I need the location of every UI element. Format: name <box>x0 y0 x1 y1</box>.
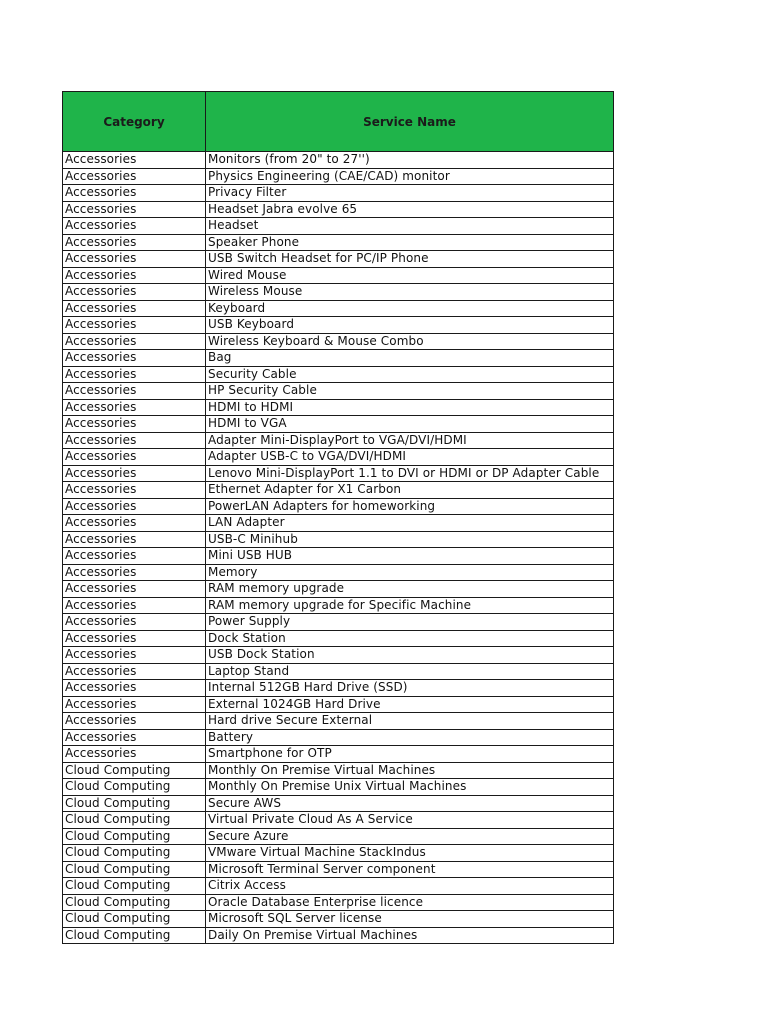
table-row <box>63 515 614 532</box>
table-row <box>63 812 614 829</box>
service-name-cell: Virtual Private Cloud As A Service <box>206 812 614 829</box>
service-name-cell: Speaker Phone <box>206 234 614 251</box>
table-row <box>63 300 614 317</box>
table-row <box>63 465 614 482</box>
service-name-cell: Physics Engineering (CAE/CAD) monitor <box>206 168 614 185</box>
table-row <box>63 168 614 185</box>
service-name-cell: RAM memory upgrade <box>206 581 614 598</box>
table-row <box>63 878 614 895</box>
service-name-cell: HP Security Cable <box>206 383 614 400</box>
category-cell: Accessories <box>63 218 206 235</box>
service-name-cell: Oracle Database Enterprise licence <box>206 894 614 911</box>
category-cell: Cloud Computing <box>63 845 206 862</box>
service-name-cell: Bag <box>206 350 614 367</box>
service-name-cell: HDMI to VGA <box>206 416 614 433</box>
category-cell: Accessories <box>63 564 206 581</box>
category-cell: Cloud Computing <box>63 861 206 878</box>
service-name-cell: Wireless Mouse <box>206 284 614 301</box>
table-row <box>63 152 614 169</box>
table-row <box>63 333 614 350</box>
table-row <box>63 201 614 218</box>
category-cell: Cloud Computing <box>63 779 206 796</box>
service-name-cell: Power Supply <box>206 614 614 631</box>
category-cell: Accessories <box>63 680 206 697</box>
category-cell: Accessories <box>63 465 206 482</box>
table-row <box>63 927 614 944</box>
table-row <box>63 779 614 796</box>
table-row <box>63 482 614 499</box>
table-row <box>63 548 614 565</box>
category-cell: Accessories <box>63 300 206 317</box>
table-row <box>63 383 614 400</box>
category-cell: Accessories <box>63 251 206 268</box>
service-name-cell: Security Cable <box>206 366 614 383</box>
category-cell: Accessories <box>63 201 206 218</box>
service-name-cell: Headset Jabra evolve 65 <box>206 201 614 218</box>
category-cell: Cloud Computing <box>63 894 206 911</box>
table-row <box>63 861 614 878</box>
service-name-cell: Monitors (from 20" to 27'') <box>206 152 614 169</box>
service-name-cell: USB-C Minihub <box>206 531 614 548</box>
table-row <box>63 795 614 812</box>
category-cell: Accessories <box>63 399 206 416</box>
service-name-cell: Privacy Filter <box>206 185 614 202</box>
category-cell: Accessories <box>63 746 206 763</box>
service-name-cell: Keyboard <box>206 300 614 317</box>
category-cell: Accessories <box>63 729 206 746</box>
service-name-cell: USB Dock Station <box>206 647 614 664</box>
category-cell: Accessories <box>63 663 206 680</box>
service-catalog-table <box>62 91 614 944</box>
table-row <box>63 251 614 268</box>
category-cell: Accessories <box>63 284 206 301</box>
service-name-cell: Adapter Mini-DisplayPort to VGA/DVI/HDMI <box>206 432 614 449</box>
service-name-cell: Citrix Access <box>206 878 614 895</box>
service-name-cell: USB Switch Headset for PC/IP Phone <box>206 251 614 268</box>
category-cell: Accessories <box>63 432 206 449</box>
service-name-cell: Adapter USB-C to VGA/DVI/HDMI <box>206 449 614 466</box>
category-cell: Accessories <box>63 449 206 466</box>
table-row <box>63 845 614 862</box>
category-cell: Accessories <box>63 168 206 185</box>
table-row <box>63 317 614 334</box>
service-name-cell: Hard drive Secure External <box>206 713 614 730</box>
service-name-cell: VMware Virtual Machine StackIndus <box>206 845 614 862</box>
category-cell: Accessories <box>63 152 206 169</box>
category-cell: Accessories <box>63 548 206 565</box>
category-cell: Cloud Computing <box>63 828 206 845</box>
table-row <box>63 614 614 631</box>
category-cell: Cloud Computing <box>63 878 206 895</box>
table-row <box>63 647 614 664</box>
category-cell: Cloud Computing <box>63 762 206 779</box>
table-row <box>63 267 614 284</box>
table-body <box>63 152 614 944</box>
table-row <box>63 630 614 647</box>
column-header-category: Category <box>63 92 206 152</box>
table-row <box>63 366 614 383</box>
table-row <box>63 746 614 763</box>
table-row <box>63 597 614 614</box>
service-name-cell: Wired Mouse <box>206 267 614 284</box>
service-name-cell: Laptop Stand <box>206 663 614 680</box>
table-row <box>63 449 614 466</box>
category-cell: Accessories <box>63 713 206 730</box>
table-row <box>63 531 614 548</box>
category-cell: Accessories <box>63 515 206 532</box>
service-name-cell: Microsoft SQL Server license <box>206 911 614 928</box>
category-cell: Cloud Computing <box>63 927 206 944</box>
category-cell: Accessories <box>63 498 206 515</box>
table-row <box>63 581 614 598</box>
table-row <box>63 564 614 581</box>
service-name-cell: Memory <box>206 564 614 581</box>
table-row <box>63 218 614 235</box>
category-cell: Accessories <box>63 234 206 251</box>
category-cell: Accessories <box>63 630 206 647</box>
table-row <box>63 284 614 301</box>
table-row <box>63 663 614 680</box>
service-name-cell: Lenovo Mini-DisplayPort 1.1 to DVI or HDMI or DP Adapter Cable <box>206 465 614 482</box>
category-cell: Cloud Computing <box>63 812 206 829</box>
category-cell: Accessories <box>63 185 206 202</box>
category-cell: Accessories <box>63 267 206 284</box>
table-row <box>63 234 614 251</box>
table-row <box>63 680 614 697</box>
category-cell: Accessories <box>63 531 206 548</box>
category-cell: Accessories <box>63 647 206 664</box>
service-name-cell: Ethernet Adapter for X1 Carbon <box>206 482 614 499</box>
service-name-cell: LAN Adapter <box>206 515 614 532</box>
table-row <box>63 185 614 202</box>
table-row <box>63 432 614 449</box>
category-cell: Cloud Computing <box>63 911 206 928</box>
table-row <box>63 762 614 779</box>
service-name-cell: Headset <box>206 218 614 235</box>
category-cell: Accessories <box>63 614 206 631</box>
category-cell: Accessories <box>63 383 206 400</box>
category-cell: Accessories <box>63 350 206 367</box>
service-name-cell: Daily On Premise Virtual Machines <box>206 927 614 944</box>
service-name-cell: Monthly On Premise Unix Virtual Machines <box>206 779 614 796</box>
service-name-cell: Mini USB HUB <box>206 548 614 565</box>
service-name-cell: Monthly On Premise Virtual Machines <box>206 762 614 779</box>
service-name-cell: RAM memory upgrade for Specific Machine <box>206 597 614 614</box>
table-row <box>63 828 614 845</box>
category-cell: Accessories <box>63 482 206 499</box>
category-cell: Cloud Computing <box>63 795 206 812</box>
table-row <box>63 894 614 911</box>
table-row <box>63 498 614 515</box>
service-name-cell: Dock Station <box>206 630 614 647</box>
category-cell: Accessories <box>63 696 206 713</box>
service-name-cell: Battery <box>206 729 614 746</box>
service-name-cell: Wireless Keyboard & Mouse Combo <box>206 333 614 350</box>
table-row <box>63 729 614 746</box>
category-cell: Accessories <box>63 333 206 350</box>
table-row <box>63 399 614 416</box>
table-row <box>63 696 614 713</box>
service-name-cell: Internal 512GB Hard Drive (SSD) <box>206 680 614 697</box>
column-header-service-name: Service Name <box>206 92 614 152</box>
table-row <box>63 911 614 928</box>
service-name-cell: External 1024GB Hard Drive <box>206 696 614 713</box>
service-name-cell: Secure AWS <box>206 795 614 812</box>
service-name-cell: PowerLAN Adapters for homeworking <box>206 498 614 515</box>
table-row <box>63 350 614 367</box>
category-cell: Accessories <box>63 416 206 433</box>
header-row <box>63 92 614 152</box>
service-name-cell: HDMI to HDMI <box>206 399 614 416</box>
table-row <box>63 713 614 730</box>
category-cell: Accessories <box>63 581 206 598</box>
service-name-cell: Secure Azure <box>206 828 614 845</box>
category-cell: Accessories <box>63 366 206 383</box>
category-cell: Accessories <box>63 597 206 614</box>
service-name-cell: Smartphone for OTP <box>206 746 614 763</box>
table-row <box>63 416 614 433</box>
service-name-cell: USB Keyboard <box>206 317 614 334</box>
category-cell: Accessories <box>63 317 206 334</box>
service-name-cell: Microsoft Terminal Server component <box>206 861 614 878</box>
